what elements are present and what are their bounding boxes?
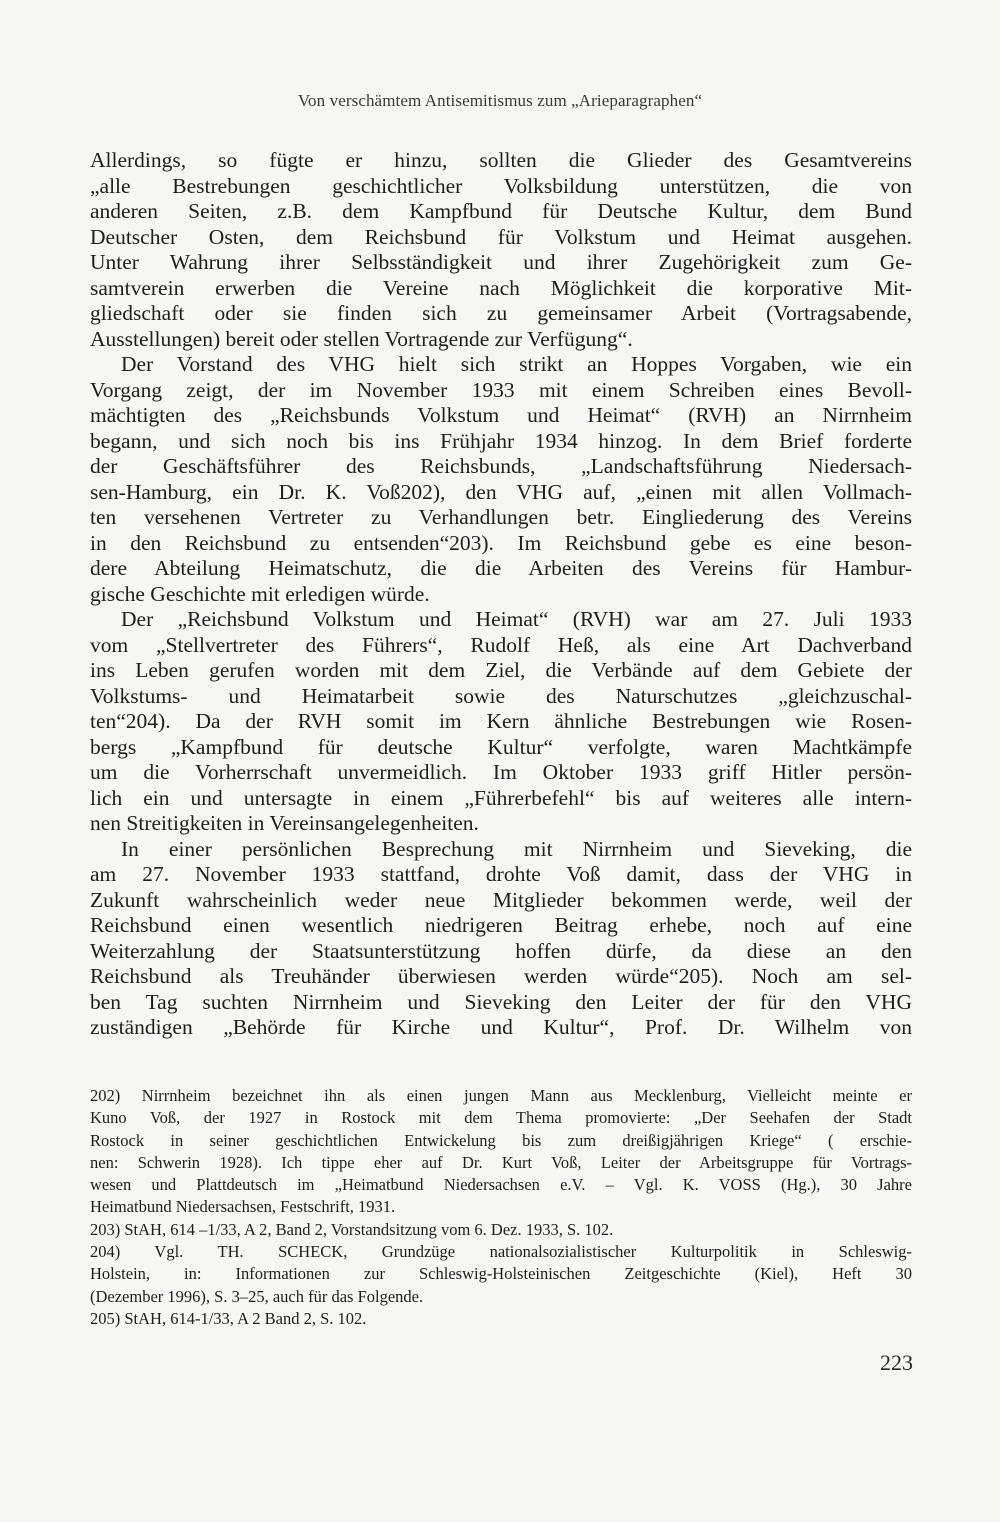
footnote-line: (Dezember 1996), S. 3–25, auch für das Folgende. [90, 1286, 424, 1306]
body-line: dere Abteilung Heimatschutz, die die Arbeiten des Vereins für Hambur- [90, 556, 912, 580]
footnote-line: Heimatbund Niedersachsen, Festschrift, 1931. [90, 1197, 396, 1217]
body-line: zuständigen „Behörde für Kirche und Kultur“, Prof. Dr. Wilhelm von [90, 1015, 912, 1039]
body-line: ben Tag suchten Nirrnheim und Sieveking den Leiter der für den VHG [90, 989, 912, 1014]
body-line: der Geschäftsführer des Reichsbunds, „Landschaftsführung Niedersach- [90, 454, 912, 478]
body-line: vom „Stellvertreter des Führers“, Rudolf Heß, als eine Art Dachverband [90, 632, 912, 657]
body-line: „alle Bestrebungen geschichtlicher Volksbildung unterstützen, die von [90, 173, 912, 198]
body-line: begann, und sich noch bis ins Frühjahr 1934 hinzog. In dem Brief forderte [90, 428, 912, 453]
body-line: Allerdings, so fügte er hinzu, sollten die Glieder des Gesamtvereins [90, 148, 912, 172]
body-text [90, 148, 912, 1041]
footnote-line: wesen und Plattdeutsch im „Heimatbund Niedersachsen e.V. – Vgl. K. VOSS (Hg.), 30 Jahre [90, 1175, 912, 1195]
body-line: bergs „Kampfbund für deutsche Kultur“ verfolgte, waren Machtkämpfe [90, 734, 912, 759]
body-line: lich ein und untersagte in einem „Führerbefehl“ bis auf weiteres alle intern- [90, 785, 912, 810]
footnotes [90, 1085, 912, 1330]
body-line: Der Vorstand des VHG hielt sich strikt an Hoppes Vorgaben, wie ein [121, 352, 912, 376]
footnote-line: nen: Schwerin 1928). Ich tippe eher auf Dr. Kurt Voß, Leiter der Arbeitsgruppe für Vortrags- [90, 1152, 912, 1172]
body-line: am 27. November 1933 stattfand, drohte Voß damit, dass der VHG in [90, 862, 912, 886]
body-line: Der „Reichsbund Volkstum und Heimat“ (RVH) war am 27. Juli 1933 [121, 607, 912, 631]
body-line: Reichsbund als Treuhänder überwiesen werden würde“205). Noch am sel- [90, 964, 912, 988]
body-line: Deutscher Osten, dem Reichsbund für Volkstum und Heimat ausgehen. [90, 224, 912, 249]
body-line: gische Geschichte mit erledigen würde. [90, 581, 430, 606]
footnote-line: 204) Vgl. TH. SCHECK, Grundzüge nationalsozialistischer Kulturpolitik in Schleswig- [90, 1242, 912, 1262]
body-line: ten“204). Da der RVH somit im Kern ähnliche Bestrebungen wie Rosen- [90, 709, 912, 733]
body-line: nen Streitigkeiten in Vereinsangelegenheiten. [90, 811, 479, 835]
body-line: Volkstums- und Heimatarbeit sowie des Naturschutzes „gleichzuschal- [90, 683, 912, 708]
body-line: Ausstellungen) bereit oder stellen Vortragende zur Verfügung“. [90, 326, 633, 351]
body-line: mächtigten des „Reichsbunds Volkstum und Heimat“ (RVH) an Nirrnheim [90, 403, 912, 427]
body-line: anderen Seiten, z.B. dem Kampfbund für Deutsche Kultur, dem Bund [90, 199, 912, 223]
body-line: Reichsbund einen wesentlich niedrigeren Beitrag erhebe, noch auf eine [90, 913, 912, 937]
footnote-line: 202) Nirrnheim bezeichnet ihn als einen jungen Mann aus Mecklenburg, Vielleicht meinte er [90, 1086, 912, 1105]
body-line: sen-Hamburg, ein Dr. K. Voß202), den VHG auf, „einen mit allen Vollmach- [90, 479, 912, 504]
footnote-line: 203) StAH, 614 –1/33, A 2, Band 2, Vorstandsitzung vom 6. Dez. 1933, S. 102. [90, 1219, 614, 1239]
body-line: ins Leben gerufen worden mit dem Ziel, die Verbände auf dem Gebiete der [90, 658, 912, 682]
body-line: um die Vorherrschaft unvermeidlich. Im Oktober 1933 griff Hitler persön- [90, 760, 912, 784]
footnote-line: Holstein, in: Informationen zur Schleswig-Holsteinischen Zeitgeschichte (Kiel), Heft 30 [90, 1264, 912, 1284]
body-line: Zukunft wahrscheinlich weder neue Mitglieder bekommen werde, weil der [90, 887, 912, 912]
body-line: Weiterzahlung der Staatsunterstützung hoffen dürfe, da diese an den [90, 938, 912, 963]
body-line: samtverein erwerben die Vereine nach Möglichkeit die korporative Mit- [90, 275, 912, 300]
body-line: Vorgang zeigt, der im November 1933 mit einem Schreiben eines Bevoll- [90, 377, 912, 402]
body-line: in den Reichsbund zu entsenden“203). Im Reichsbund gebe es eine beson- [90, 530, 912, 555]
footnote-line: 205) StAH, 614-1/33, A 2 Band 2, S. 102. [90, 1308, 367, 1328]
body-line: gliedschaft oder sie finden sich zu gemeinsamer Arbeit (Vortragsabende, [90, 301, 912, 325]
footnote-line: Rostock in seiner geschichtlichen Entwickelung bis zum dreißigjährigen Kriege“ ( erschie- [90, 1130, 912, 1150]
footnote-line: Kuno Voß, der 1927 in Rostock mit dem Thema promovierte: „Der Seehafen der Stadt [90, 1108, 912, 1128]
body-line: In einer persönlichen Besprechung mit Nirrnheim und Sieveking, die [121, 836, 912, 861]
running-head: Von verschämtem Antisemitismus zum „Arieparagraphen“ [297, 91, 703, 110]
body-line: ten versehenen Vertreter zu Verhandlungen betr. Eingliederung des Vereins [90, 505, 912, 529]
body-line: Unter Wahrung ihrer Selbsständigkeit und ihrer Zugehörigkeit zum Ge- [90, 250, 912, 274]
page-number: 223 [880, 1350, 913, 1375]
